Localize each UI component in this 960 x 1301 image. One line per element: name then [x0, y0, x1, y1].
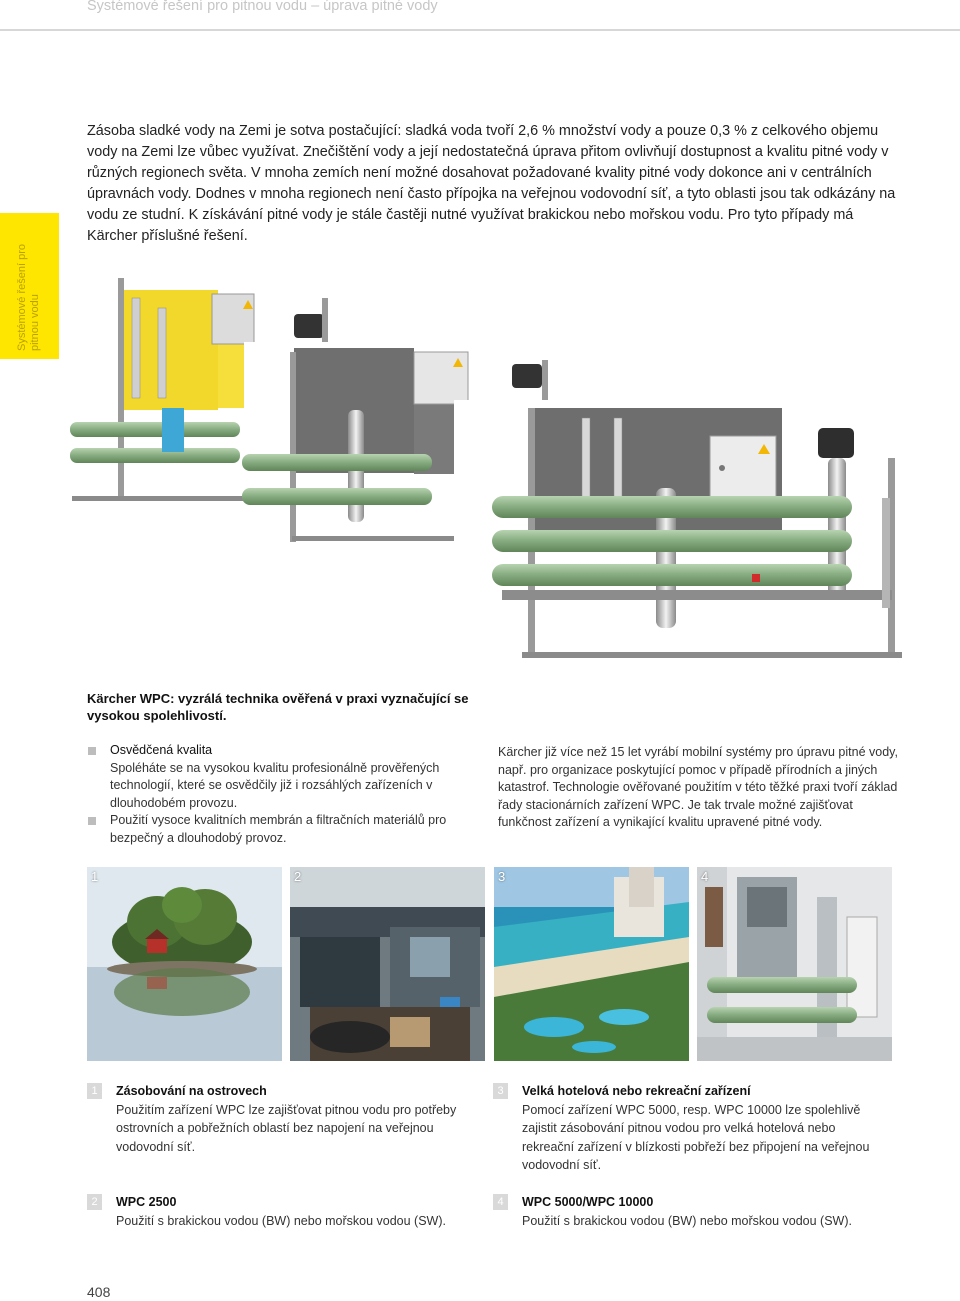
thumbnail-hotel-resort — [494, 867, 689, 1061]
caption-title: WPC 5000/WPC 10000 — [522, 1195, 654, 1209]
feature-item — [87, 812, 487, 847]
header-rule — [0, 29, 960, 31]
caption-title: WPC 2500 — [116, 1195, 177, 1209]
caption-hotels — [493, 1082, 883, 1175]
caption-number: 2 — [87, 1194, 102, 1210]
side-tab-line-2: pitnou vodu — [29, 294, 41, 351]
bullet-square-icon — [88, 817, 96, 825]
caption-wpc-2500 — [87, 1193, 477, 1230]
caption-body: Použitím zařízení WPC lze zajišťovat pitnou vodu pro potřeby ostrovních a pobřežních oblastí bez napojení na veřejnou vodovodní síť. — [116, 1102, 457, 1154]
wpc-units-photo — [62, 268, 910, 700]
thumbnail-number: 3 — [498, 869, 506, 884]
feature-title: Osvědčená kvalita — [110, 743, 213, 757]
thumbnail-container-plant — [290, 867, 485, 1061]
header-title: Systémové řešení pro pitnou vodu – úprava pitné vody — [87, 0, 438, 14]
thumbnail-number: 4 — [701, 869, 709, 884]
wpc-units-illustration — [62, 268, 910, 700]
feature-item — [87, 742, 487, 812]
caption-body: Použití s brakickou vodou (BW) nebo mořskou vodou (SW). — [116, 1213, 446, 1228]
thumbnail-number: 1 — [91, 869, 99, 884]
caption-body: Použití s brakickou vodou (BW) nebo mořskou vodou (SW). — [522, 1213, 852, 1228]
machine-room-photo-icon — [697, 867, 892, 1061]
page-number: 408 — [87, 1284, 111, 1300]
side-tab-line-1: Systémové řešení pro — [16, 244, 28, 351]
intro-paragraph: Zásoba sladké vody na Zemi je sotva postačující: sladká voda tvoří 2,6 % množství vody a pouze 0,3 % z celkového objemu vody na Zemi lze vůbec využívat. Znečištění vody a její nedostatečná úprava přitom ovlivňují dostupnost a kvalitu pitné vody v různých regionech světa. V mnoha zemích není možné dosahovat požadované kvality pitné vody dokonce ani v centrálních úpravnách vody. Dodnes v mnoha regionech není často přípojka na veřejnou vodovodní síť, a tyto oblasti jsou tak odkázány na vodu ze studní. K získávání pitné vody je stále častěji nutné využívat brakickou nebo mořskou vodu. Pro tyto případy má Kärcher příslušné řešení. — [87, 123, 896, 244]
side-tab[interactable] — [0, 213, 59, 359]
caption-title: Zásobování na ostrovech — [116, 1084, 267, 1098]
feature-body: Spoléháte se na vysokou kvalitu profesionálně prověřených technologií, které se osvědčily již i rozsáhlých zařízeních v dlouhodobém provozu. — [110, 760, 440, 810]
caption-number: 4 — [493, 1194, 508, 1210]
right-column-text: Kärcher již více než 15 let vyrábí mobilní systémy pro úpravu pitné vody, např. pro organizace poskytující pomoc v případě přírodních a jiných katastrof. Technologie ověřované použitím v této těžké praxi tvoří základ řady stacionárních zařízení WPC. Je tak trvale možné zajišťovat funkčnost zařízení a vynikající kvalitu upravené pitné vody. — [498, 745, 898, 829]
unit-large — [454, 400, 910, 700]
side-tab-label — [16, 221, 42, 351]
bullet-square-icon — [88, 747, 96, 755]
island-photo-icon — [87, 867, 282, 1061]
caption-islands — [87, 1082, 477, 1156]
caption-number: 1 — [87, 1083, 102, 1099]
thumbnail-number: 2 — [294, 869, 302, 884]
hotel-resort-photo-icon — [494, 867, 689, 1061]
main-photo-caption: Kärcher WPC: vyzrálá technika ověřená v praxi vyznačující se vysokou spolehlivostí. — [87, 691, 469, 723]
container-plant-photo-icon — [290, 867, 485, 1061]
caption-body: Pomocí zařízení WPC 5000, resp. WPC 10000 lze spolehlivě zajistit zásobování pitnou vodou pro velká hotelová nebo rekreační zařízení v blízkosti pobřeží bez připojení na veřejnou vodovodní síť. — [522, 1102, 870, 1172]
thumbnail-machine-room — [697, 867, 892, 1061]
caption-title: Velká hotelová nebo rekreační zařízení — [522, 1084, 751, 1098]
feature-body: Použití vysoce kvalitních membrán a filtračních materiálů pro bezpečný a dlouhodobý provoz. — [110, 813, 447, 845]
caption-number: 3 — [493, 1083, 508, 1099]
thumbnail-island — [87, 867, 282, 1061]
feature-list — [87, 742, 487, 847]
caption-wpc-5000 — [493, 1193, 883, 1230]
